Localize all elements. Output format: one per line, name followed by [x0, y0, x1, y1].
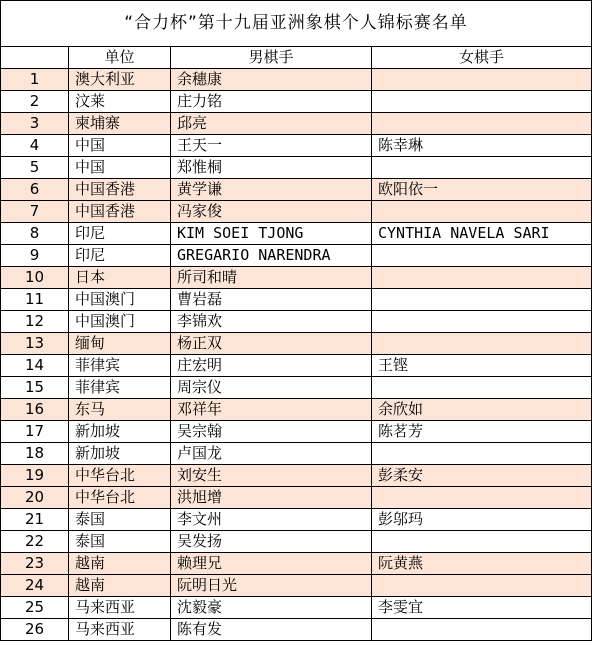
male-player-cell: 李文州 — [171, 509, 372, 531]
header-female-player: 女棋手 — [372, 47, 592, 69]
table-row — [1, 355, 592, 377]
male-player-cell: 沈毅豪 — [171, 597, 372, 619]
male-player-cell: 邓祥年 — [171, 399, 372, 421]
male-player-cell: 庄力铭 — [171, 91, 372, 113]
female-player-cell: 陈茗芳 — [372, 421, 592, 443]
table-row — [1, 443, 592, 465]
unit-cell: 新加坡 — [69, 443, 171, 465]
row-number: 4 — [1, 135, 69, 157]
male-player-cell: 陈有发 — [171, 619, 372, 641]
female-player-cell — [372, 69, 592, 91]
unit-cell: 澳大利亚 — [69, 69, 171, 91]
unit-cell: 菲律宾 — [69, 377, 171, 399]
female-player-cell: 余欣如 — [372, 399, 592, 421]
unit-cell: 中国 — [69, 157, 171, 179]
row-number: 12 — [1, 311, 69, 333]
row-number: 14 — [1, 355, 69, 377]
unit-cell: 东马 — [69, 399, 171, 421]
female-player-cell: 陈幸琳 — [372, 135, 592, 157]
row-number: 22 — [1, 531, 69, 553]
female-player-cell: 彭柔安 — [372, 465, 592, 487]
unit-cell: 新加坡 — [69, 421, 171, 443]
female-player-cell — [372, 333, 592, 355]
female-player-cell — [372, 531, 592, 553]
male-player-cell: 洪旭增 — [171, 487, 372, 509]
table-row — [1, 311, 592, 333]
row-number: 15 — [1, 377, 69, 399]
row-number: 3 — [1, 113, 69, 135]
unit-cell: 柬埔寨 — [69, 113, 171, 135]
male-player-cell: 吴发扬 — [171, 531, 372, 553]
male-player-cell: 李锦欢 — [171, 311, 372, 333]
table-row — [1, 531, 592, 553]
table-row — [1, 619, 592, 641]
table-row — [1, 399, 592, 421]
male-player-cell: 卢国龙 — [171, 443, 372, 465]
female-player-cell — [372, 113, 592, 135]
female-player-cell — [372, 487, 592, 509]
unit-cell: 马来西亚 — [69, 597, 171, 619]
male-player-cell: 阮明日光 — [171, 575, 372, 597]
table-row — [1, 91, 592, 113]
female-player-cell — [372, 443, 592, 465]
female-player-cell — [372, 91, 592, 113]
unit-cell: 菲律宾 — [69, 355, 171, 377]
male-player-cell: 庄宏明 — [171, 355, 372, 377]
unit-cell: 中国香港 — [69, 179, 171, 201]
table-row — [1, 267, 592, 289]
table-row — [1, 575, 592, 597]
male-player-cell: 郑惟桐 — [171, 157, 372, 179]
row-number: 23 — [1, 553, 69, 575]
male-player-cell: 邱亮 — [171, 113, 372, 135]
header-unit: 单位 — [69, 47, 171, 69]
unit-cell: 马来西亚 — [69, 619, 171, 641]
table-row — [1, 223, 592, 245]
unit-cell: 印尼 — [69, 223, 171, 245]
table-row — [1, 69, 592, 91]
male-player-cell: 曹岩磊 — [171, 289, 372, 311]
female-player-cell: 阮黄燕 — [372, 553, 592, 575]
female-player-cell: 彭邬玛 — [372, 509, 592, 531]
row-number: 1 — [1, 69, 69, 91]
unit-cell: 缅甸 — [69, 333, 171, 355]
title-row — [1, 1, 592, 47]
table-row — [1, 377, 592, 399]
table-row — [1, 553, 592, 575]
male-player-cell: 赖理兄 — [171, 553, 372, 575]
unit-cell: 泰国 — [69, 531, 171, 553]
table-row — [1, 157, 592, 179]
row-number: 21 — [1, 509, 69, 531]
male-player-cell: 刘安生 — [171, 465, 372, 487]
table-row — [1, 465, 592, 487]
row-number: 13 — [1, 333, 69, 355]
female-player-cell — [372, 311, 592, 333]
unit-cell: 日本 — [69, 267, 171, 289]
unit-cell: 印尼 — [69, 245, 171, 267]
unit-cell: 中国澳门 — [69, 311, 171, 333]
header-row — [1, 47, 592, 69]
row-number: 5 — [1, 157, 69, 179]
row-number: 25 — [1, 597, 69, 619]
female-player-cell: 王铿 — [372, 355, 592, 377]
row-number: 26 — [1, 619, 69, 641]
female-player-cell — [372, 377, 592, 399]
table-row — [1, 201, 592, 223]
female-player-cell — [372, 575, 592, 597]
female-player-cell — [372, 245, 592, 267]
table-row — [1, 245, 592, 267]
row-number: 2 — [1, 91, 69, 113]
row-number: 11 — [1, 289, 69, 311]
female-player-cell — [372, 267, 592, 289]
male-player-cell: 黄学谦 — [171, 179, 372, 201]
row-number: 18 — [1, 443, 69, 465]
table-row — [1, 179, 592, 201]
row-number: 19 — [1, 465, 69, 487]
male-player-cell: GREGARIO NARENDRA — [171, 245, 372, 267]
unit-cell: 中华台北 — [69, 487, 171, 509]
male-player-cell: KIM SOEI TJONG — [171, 223, 372, 245]
table-row — [1, 509, 592, 531]
female-player-cell — [372, 157, 592, 179]
unit-cell: 中华台北 — [69, 465, 171, 487]
table-row — [1, 113, 592, 135]
table-row — [1, 421, 592, 443]
unit-cell: 中国香港 — [69, 201, 171, 223]
female-player-cell: 李雯宜 — [372, 597, 592, 619]
female-player-cell — [372, 201, 592, 223]
table-row — [1, 333, 592, 355]
row-number: 20 — [1, 487, 69, 509]
row-number: 9 — [1, 245, 69, 267]
table-row — [1, 289, 592, 311]
female-player-cell — [372, 289, 592, 311]
table-row — [1, 597, 592, 619]
unit-cell: 越南 — [69, 553, 171, 575]
male-player-cell: 杨正双 — [171, 333, 372, 355]
row-number: 17 — [1, 421, 69, 443]
row-number: 24 — [1, 575, 69, 597]
male-player-cell: 吴宗翰 — [171, 421, 372, 443]
male-player-cell: 所司和晴 — [171, 267, 372, 289]
table-row — [1, 487, 592, 509]
female-player-cell: 欧阳依一 — [372, 179, 592, 201]
header-no — [1, 47, 69, 69]
female-player-cell: CYNTHIA NAVELA SARI — [372, 223, 592, 245]
male-player-cell: 王天一 — [171, 135, 372, 157]
row-number: 7 — [1, 201, 69, 223]
row-number: 10 — [1, 267, 69, 289]
male-player-cell: 余穗康 — [171, 69, 372, 91]
male-player-cell: 冯家俊 — [171, 201, 372, 223]
unit-cell: 越南 — [69, 575, 171, 597]
row-number: 16 — [1, 399, 69, 421]
header-male-player: 男棋手 — [171, 47, 372, 69]
table-row — [1, 135, 592, 157]
unit-cell: 泰国 — [69, 509, 171, 531]
male-player-cell: 周宗仪 — [171, 377, 372, 399]
row-number: 8 — [1, 223, 69, 245]
unit-cell: 中国 — [69, 135, 171, 157]
unit-cell: 中国澳门 — [69, 289, 171, 311]
row-number: 6 — [1, 179, 69, 201]
page-title: “合力杯”第十九届亚洲象棋个人锦标赛名单 — [1, 1, 592, 47]
female-player-cell — [372, 619, 592, 641]
unit-cell: 汶莱 — [69, 91, 171, 113]
